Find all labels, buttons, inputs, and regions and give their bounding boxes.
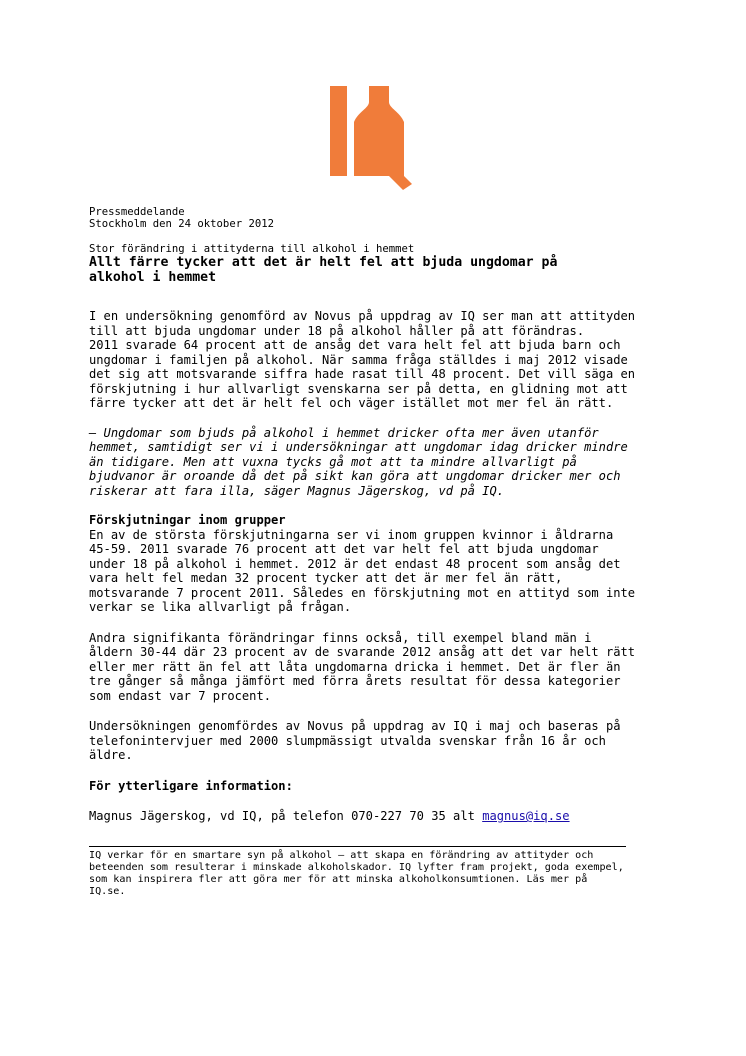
intro-paragraph: I en undersökning genomförd av Novus på uppdrag av IQ ser man att attityden till att bjuda ungdomar under 18 på alkohol håller på att förändras. 2011 svarade 64 procent att de ansåg det vara helt fel att bjuda barn och ungdomar i familjen på alkohol. När samma fråga ställdes i maj 2012 visade det sig att motsvarande siffra hade rasat till 48 procent. Det vill säga en förskjutning i hur allvarligt svenskarna ser på detta, en glidning mot att färre tycker att det är helt fel och väger istället mot mer fel än rätt.: [89, 309, 636, 410]
contact-heading: För ytterligare information:: [89, 778, 293, 793]
headline-text: Allt färre tycker att det är helt fel att bjuda ungdomar på alkohol i hemmet: [89, 255, 558, 285]
other-changes-paragraph: Andra signifikanta förändringar finns också, till exempel bland män i åldern 30-44 där 23 procent av de svarande 2012 ansåg att det var helt rätt eller mer rätt än fel att låta ungdomarna dricka i hemmet. Det är fler än tre gånger så många jämfört med förra årets resultat för dessa kategorier som endast var 7 procent.: [89, 630, 636, 703]
group-shift-paragraph: En av de största förskjutningarna ser vi inom gruppen kvinnor i åldrarna 45-59. 2011 svarade 76 procent att det var helt fel att bjuda ungdomar under 18 på alkohol i hemmet. 2012 är det endast 48 procent som ansåg det vara helt fel medan 32 procent tycker att det är mer fel än rätt, motsvarande 7 procent 2011. Således en förskjutning mot en attityd som inte verkar se lika allvarligt på frågan.: [89, 527, 636, 614]
document-type-label: Pressmeddelande: [89, 206, 185, 218]
section-heading: Förskjutningar inom grupper: [89, 513, 286, 527]
article-subtitle: Stor förändring i attityderna till alkohol i hemmet: [89, 243, 415, 255]
press-release: [89, 206, 649, 898]
contact-text: Magnus Jägerskog, vd IQ, på telefon 070-227 70 35 alt: [89, 809, 483, 823]
dateline: Stockholm den 24 oktober 2012: [89, 218, 274, 230]
method-paragraph: Undersökningen genomfördes av Novus på uppdrag av IQ i maj och baseras på telefonintervjuer med 2000 slumpmässigt utvalda svenskar från 16 år och äldre.: [89, 719, 621, 762]
contact-line: [89, 809, 649, 824]
footer-text: IQ verkar för en smartare syn på alkohol – att skapa en förändring av attityder och beteenden som resulterar i minskade alkoholskador. IQ lyfter fram projekt, goda exempel, som kan inspirera fler att göra mer för att minska alkoholkonsumtionen. Läs mer på IQ.se.: [89, 849, 624, 898]
iq-logo: [330, 86, 414, 194]
article-headline: [89, 255, 649, 285]
footer-divider: [89, 846, 626, 847]
quote-paragraph: – Ungdomar som bjuds på alkohol i hemmet dricker ofta mer även utanför hemmet, samtidigt ser vi i undersökningar att ungdomar idag dricker mindre än tidigare. Men att vuxna tycks gå mot att ta mindre allvarligt på bjudvanor är oroande då det på sikt kan göra att ungdomar dricker mer och riskerar att fara illa, säger Magnus Jägerskog, vd på IQ.: [89, 425, 628, 498]
contact-email-link[interactable]: magnus@iq.se: [482, 809, 570, 823]
bottle-icon: [330, 86, 412, 190]
